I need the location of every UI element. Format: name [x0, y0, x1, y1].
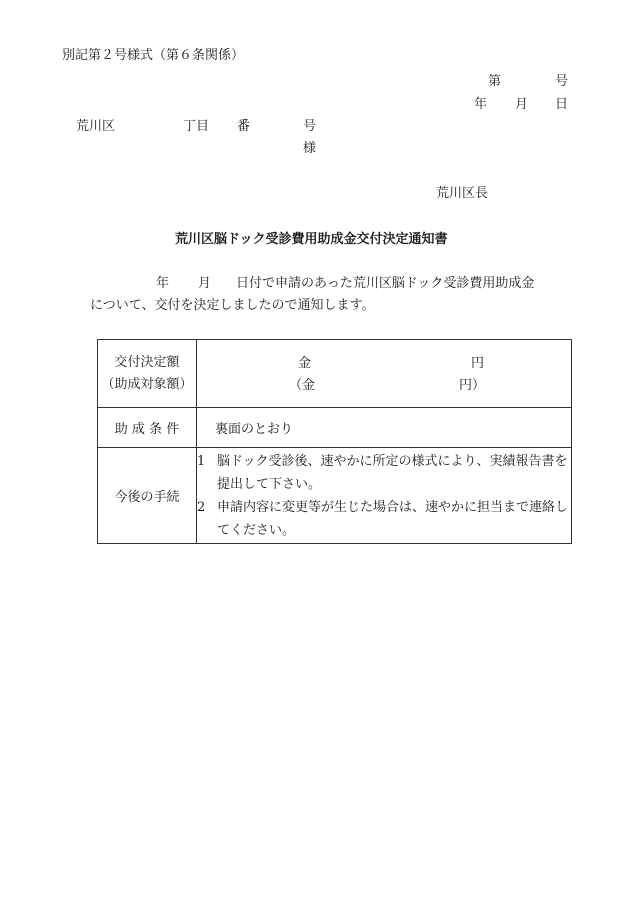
- amount-value-cell: [197, 340, 572, 408]
- procedure-text-1: 脳ドック受診後、速やかに所定の様式により、実績報告書を提出して下さい。: [217, 453, 568, 492]
- procedure-label: 今後の手続: [98, 448, 197, 544]
- condition-label: 助 成 条 件: [98, 408, 197, 448]
- amount-kin: 金: [298, 356, 312, 371]
- table-row: [98, 408, 572, 448]
- ref-go: 号: [555, 74, 569, 89]
- body-month: 月: [198, 276, 212, 291]
- date-month: 月: [515, 97, 529, 112]
- amount-en: 円: [471, 356, 485, 371]
- addressee-ban: 番: [237, 119, 251, 134]
- amount-sublabel: （助成対象額）: [101, 376, 193, 392]
- procedure-num-2: 2: [197, 499, 206, 515]
- body-year: 年: [156, 276, 170, 291]
- addressee-chome: 丁目: [183, 119, 210, 134]
- table-row: [98, 448, 572, 544]
- amount-en-paren: 円）: [459, 378, 486, 393]
- body-line1: 日付で申請のあった荒川区脳ドック受診費用助成金: [236, 276, 535, 291]
- procedure-cell: [197, 448, 572, 544]
- condition-value: 裏面のとおり: [197, 408, 572, 448]
- issuer: 荒川区長: [436, 186, 489, 201]
- list-item: [197, 496, 571, 542]
- date-day: 日: [555, 97, 569, 112]
- procedure-num-1: 1: [197, 453, 206, 469]
- table-row: [98, 340, 572, 408]
- date-year: 年: [474, 97, 488, 112]
- procedure-text-2: 申請内容に変更等が生じた場合は、速やかに担当まで連絡してください。: [217, 499, 569, 538]
- addressee-sama: 様: [303, 141, 317, 156]
- addressee-go: 号: [303, 119, 317, 134]
- amount-kin-paren: （金: [289, 378, 316, 393]
- amount-label-cell: [98, 340, 197, 408]
- form-label: 別記第２号様式（第６条関係）: [62, 48, 245, 63]
- body-line2: について、交付を決定しましたので通知します。: [90, 298, 375, 313]
- document-title: 荒川区脳ドック受診費用助成金交付決定通知書: [175, 232, 448, 247]
- amount-label: 交付決定額: [114, 354, 180, 370]
- addressee-ku: 荒川区: [76, 119, 116, 134]
- list-item: [197, 450, 571, 496]
- ref-dai: 第: [488, 74, 502, 89]
- decision-table: [97, 339, 572, 544]
